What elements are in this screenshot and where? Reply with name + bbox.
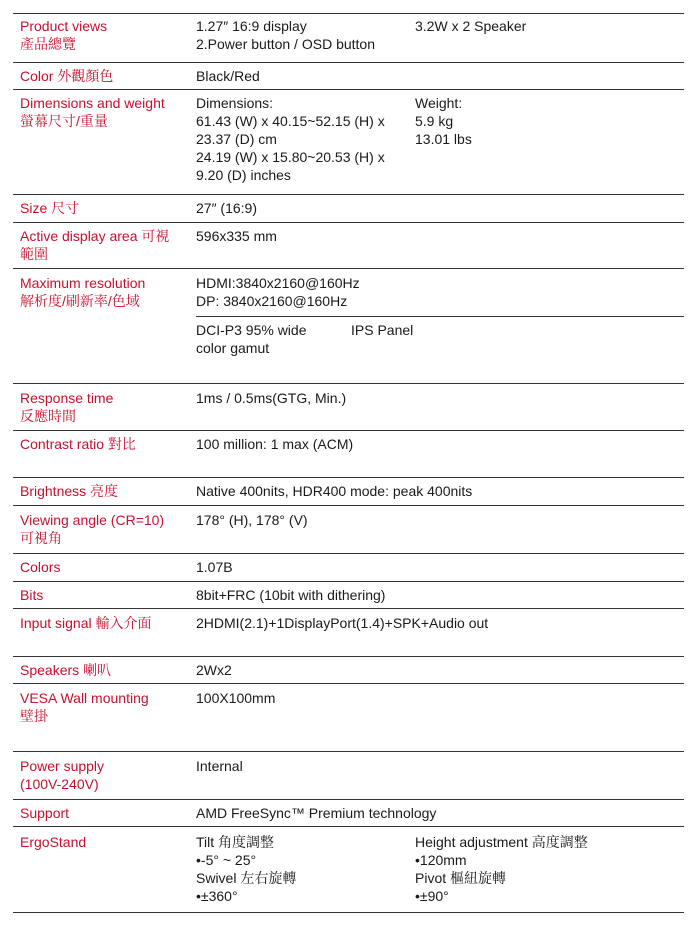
value-line: 13.01 lbs bbox=[415, 131, 472, 147]
label-dimensions bbox=[20, 94, 165, 130]
spec-row-brightness bbox=[13, 477, 684, 506]
value-line: 61.43 (W) x 40.15~52.15 (H) x bbox=[196, 113, 385, 129]
value-speakers: 2Wx2 bbox=[196, 662, 232, 678]
value-color-gamut bbox=[196, 321, 307, 357]
value-line: DP: 3840x2160@160Hz bbox=[196, 293, 348, 309]
spec-row-product-views bbox=[13, 13, 684, 63]
spec-row-input-signal bbox=[13, 608, 684, 657]
spec-row-viewing-angle bbox=[13, 505, 684, 554]
label-active-area bbox=[20, 227, 169, 263]
label-zh: 螢幕尺寸/重量 bbox=[20, 113, 108, 129]
value-line: Weight: bbox=[415, 95, 463, 111]
value-support: AMD FreeSync™ Premium technology bbox=[196, 805, 437, 821]
spec-row-contrast bbox=[13, 430, 684, 478]
spec-row-vesa bbox=[13, 683, 684, 752]
value-line: HDMI:3840x2160@160Hz bbox=[196, 275, 360, 291]
value-line: 1.27″ 16:9 display bbox=[196, 18, 307, 34]
value-line: •-5° ~ 25° bbox=[196, 852, 257, 868]
value-line: DCI-P3 95% wide bbox=[196, 322, 307, 338]
value-contrast: 100 million: 1 max (ACM) bbox=[196, 436, 354, 452]
label-size: Size 尺寸 bbox=[20, 200, 80, 216]
value-weight bbox=[415, 94, 472, 148]
value-line: 3.2W x 2 Speaker bbox=[415, 18, 527, 34]
label-input-signal: Input signal 輸入介面 bbox=[20, 615, 152, 631]
value-active-area: 596x335 mm bbox=[196, 228, 277, 244]
label-en: Power supply bbox=[20, 758, 105, 774]
label-en: Viewing angle (CR=10) bbox=[20, 512, 165, 528]
label-brightness: Brightness 亮度 bbox=[20, 483, 119, 499]
value-line: Dimensions: bbox=[196, 95, 274, 111]
label-en: Response time bbox=[20, 390, 114, 406]
value-line: Swivel 左右旋轉 bbox=[196, 870, 297, 886]
spec-row-dimensions bbox=[13, 89, 684, 195]
spec-row-speakers bbox=[13, 656, 684, 684]
value-input-signal: 2HDMI(2.1)+1DisplayPort(1.4)+SPK+Audio out bbox=[196, 615, 489, 631]
spec-row-support bbox=[13, 799, 684, 827]
value-response-time: 1ms / 0.5ms(GTG, Min.) bbox=[196, 390, 347, 406]
spec-row-max-resolution bbox=[13, 268, 684, 384]
label-viewing-angle bbox=[20, 511, 164, 547]
value-viewing-angle: 178° (H), 178° (V) bbox=[196, 512, 308, 528]
value-line: Pivot 樞紐旋轉 bbox=[415, 870, 507, 886]
label-speakers: Speakers 喇叭 bbox=[20, 662, 112, 678]
label-contrast: Contrast ratio 對比 bbox=[20, 436, 136, 452]
label-en: Active display area 可視 bbox=[20, 228, 170, 244]
value-line: 5.9 kg bbox=[415, 113, 454, 129]
label-zh: 範圍 bbox=[20, 246, 48, 262]
value-line: Height adjustment 高度調整 bbox=[415, 834, 588, 850]
spec-row-bits bbox=[13, 581, 684, 609]
value-line: color gamut bbox=[196, 340, 270, 356]
value-ergo-tilt-swivel bbox=[196, 833, 296, 905]
spec-row-power bbox=[13, 751, 684, 800]
value-line: •±90° bbox=[415, 888, 449, 904]
value-line: Tilt 角度調整 bbox=[196, 834, 275, 850]
value-dimensions bbox=[196, 94, 385, 184]
table-bottom-border bbox=[13, 912, 684, 913]
value-power: Internal bbox=[196, 758, 243, 774]
value-color: Black/Red bbox=[196, 68, 260, 84]
value-size: 27″ (16:9) bbox=[196, 200, 257, 216]
label-zh: 產品總覽 bbox=[20, 36, 76, 52]
value-line: •120mm bbox=[415, 852, 467, 868]
value-line: 24.19 (W) x 15.80~20.53 (H) x bbox=[196, 149, 385, 165]
spec-row-active-area bbox=[13, 222, 684, 269]
label-product-views bbox=[20, 17, 107, 53]
label-vesa bbox=[20, 689, 149, 725]
label-en: Dimensions and weight bbox=[20, 95, 165, 111]
label-zh: 壁掛 bbox=[20, 708, 48, 724]
label-en: Maximum resolution bbox=[20, 275, 146, 291]
value-product-views-col1 bbox=[196, 17, 375, 53]
spec-row-color bbox=[13, 62, 684, 90]
label-en: VESA Wall mounting bbox=[20, 690, 149, 706]
label-bits: Bits bbox=[20, 587, 44, 603]
label-colors: Colors bbox=[20, 559, 61, 575]
value-brightness: Native 400nits, HDR400 mode: peak 400nits bbox=[196, 483, 473, 499]
label-support: Support bbox=[20, 805, 70, 821]
value-line: •±360° bbox=[196, 888, 238, 904]
value-line: 2.Power button / OSD button bbox=[196, 36, 375, 52]
value-line: 23.37 (D) cm bbox=[196, 131, 277, 147]
value-ergo-height-pivot bbox=[415, 833, 588, 905]
label-en: Product views bbox=[20, 18, 108, 34]
label-max-resolution bbox=[20, 274, 145, 310]
value-vesa: 100X100mm bbox=[196, 690, 276, 706]
value-line: 9.20 (D) inches bbox=[196, 167, 291, 183]
spec-row-size bbox=[13, 194, 684, 223]
value-product-views-col2 bbox=[415, 17, 526, 35]
label-zh: 反應時間 bbox=[20, 408, 76, 424]
label-power bbox=[20, 757, 104, 793]
label-zh: 可視角 bbox=[20, 530, 62, 546]
value-bits: 8bit+FRC (10bit with dithering) bbox=[196, 587, 386, 603]
spec-row-response-time bbox=[13, 383, 684, 431]
spec-row-ergostand bbox=[13, 826, 684, 913]
spec-row-colors bbox=[13, 553, 684, 582]
value-colors: 1.07B bbox=[196, 559, 233, 575]
sub-divider bbox=[196, 316, 684, 317]
label-zh: (100V-240V) bbox=[20, 776, 99, 792]
value-resolution bbox=[196, 274, 360, 310]
label-color: Color 外觀顏色 bbox=[20, 68, 114, 84]
label-ergostand: ErgoStand bbox=[20, 834, 87, 850]
label-response-time bbox=[20, 389, 113, 425]
value-panel: IPS Panel bbox=[351, 322, 414, 338]
label-zh: 解析度/刷新率/色域 bbox=[20, 293, 140, 309]
